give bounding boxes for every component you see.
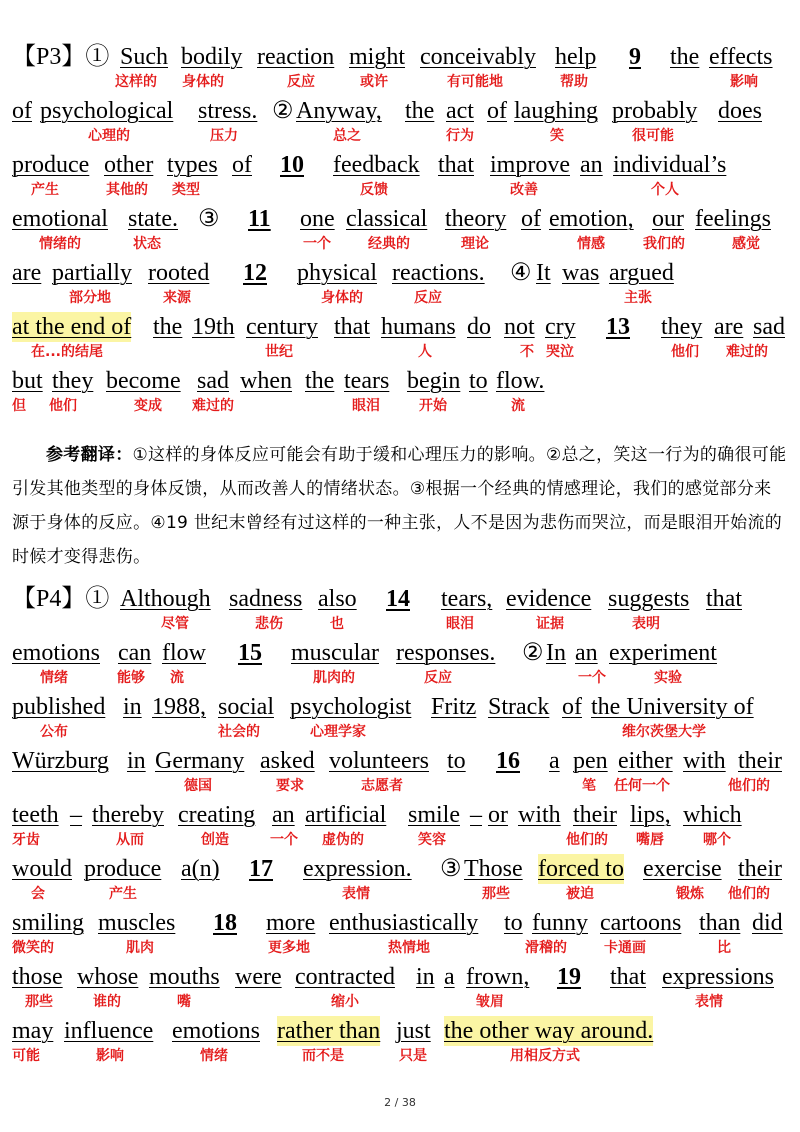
english-word: humans (381, 314, 456, 340)
chinese-gloss: 世纪 (265, 344, 293, 360)
english-word: In (546, 640, 566, 666)
chinese-gloss: 行为 (446, 128, 474, 144)
english-word: exercise (643, 856, 722, 882)
chinese-gloss: 眼泪 (352, 398, 380, 414)
p4-line (0, 638, 800, 692)
chinese-gloss: 变成 (134, 398, 162, 414)
english-word: muscular (291, 640, 379, 666)
chinese-gloss: 也 (330, 616, 344, 632)
chinese-gloss: 主张 (624, 290, 652, 306)
chinese-gloss: 证据 (536, 616, 564, 632)
english-word: the University of (591, 694, 754, 720)
english-word: muscles (98, 910, 176, 936)
english-word: they (661, 314, 703, 340)
translation-label: 参考翻译： (46, 445, 133, 465)
p4-line (0, 908, 800, 962)
english-word: influence (64, 1018, 154, 1044)
blank-number: 18 (213, 910, 237, 936)
english-word: or (488, 802, 508, 828)
chinese-gloss: 他们 (671, 344, 699, 360)
p4-line (0, 962, 800, 1016)
english-word: Anyway, (296, 98, 382, 124)
chinese-gloss: 志愿者 (361, 778, 403, 794)
english-word: tears, (441, 586, 493, 612)
chinese-gloss: 只是 (399, 1048, 427, 1064)
blank-number: 10 (280, 152, 304, 178)
chinese-gloss: 开始 (419, 398, 447, 414)
english-word: are (714, 314, 744, 340)
english-word: than (699, 910, 741, 936)
english-word: but (12, 368, 43, 394)
english-word: emotions (172, 1018, 260, 1044)
chinese-gloss: 但 (12, 398, 26, 414)
chinese-gloss: 反应 (414, 290, 442, 306)
chinese-gloss: 感觉 (732, 236, 760, 252)
chinese-gloss: 他们的 (728, 778, 770, 794)
p4-line (0, 746, 800, 800)
chinese-gloss: 反馈 (360, 182, 388, 198)
chinese-gloss: 身体的 (182, 74, 224, 90)
chinese-gloss: 身体的 (321, 290, 363, 306)
chinese-gloss: 帮助 (560, 74, 588, 90)
english-word: their (738, 748, 782, 774)
chinese-gloss: 难过的 (726, 344, 768, 360)
english-word: emotion, (549, 206, 634, 232)
english-word: thereby (92, 802, 164, 828)
chinese-gloss: 滑稽的 (525, 940, 567, 956)
english-word: that (438, 152, 474, 178)
english-word: feedback (333, 152, 420, 178)
english-word: smile (408, 802, 460, 828)
chinese-gloss: 比 (717, 940, 731, 956)
chinese-gloss: 维尔茨堡大学 (622, 724, 706, 740)
chinese-gloss: 嘴唇 (636, 832, 664, 848)
english-word: 1988, (152, 694, 206, 720)
chinese-gloss: 影响 (730, 74, 758, 90)
english-word: responses. (396, 640, 496, 666)
chinese-gloss: 理论 (461, 236, 489, 252)
p3-line (0, 258, 800, 312)
chinese-gloss: 皱眉 (476, 994, 504, 1010)
english-word: of (12, 98, 32, 124)
chinese-gloss: 缩小 (331, 994, 359, 1010)
english-word: produce (84, 856, 162, 882)
english-word: their (573, 802, 617, 828)
english-word: a (549, 748, 560, 774)
chinese-gloss: 部分地 (69, 290, 111, 306)
english-word: that (610, 964, 646, 990)
chinese-gloss: 德国 (184, 778, 212, 794)
chinese-gloss: 来源 (163, 290, 191, 306)
english-word: published (12, 694, 106, 720)
blank-number: 15 (238, 640, 262, 666)
chinese-gloss: 他们的 (566, 832, 608, 848)
english-word: Those (464, 856, 523, 882)
english-word: more (266, 910, 316, 936)
english-word: 19th (192, 314, 235, 340)
chinese-gloss: 他们的 (728, 886, 770, 902)
chinese-gloss: 或许 (360, 74, 388, 90)
chinese-gloss: 笔 (582, 778, 596, 794)
chinese-gloss: 谁的 (93, 994, 121, 1010)
english-word: reaction (257, 44, 335, 70)
english-word: classical (346, 206, 428, 232)
english-word: lips, (630, 802, 671, 828)
english-word: other (104, 152, 154, 178)
english-word: improve (490, 152, 570, 178)
english-word: Würzburg (12, 748, 109, 774)
english-word: a(n) (181, 856, 220, 882)
blank-number: 9 (629, 44, 641, 70)
english-word: an (575, 640, 598, 666)
english-word: a (444, 964, 455, 990)
english-word: funny (532, 910, 588, 936)
chinese-gloss: 公布 (40, 724, 68, 740)
chinese-gloss: 嘴 (177, 994, 191, 1010)
english-word: ④ (510, 260, 532, 286)
chinese-gloss: 一个 (578, 670, 606, 686)
english-word: that (706, 586, 742, 612)
english-word: flow. (496, 368, 545, 394)
chinese-gloss: 经典的 (368, 236, 410, 252)
chinese-gloss: 情绪 (40, 670, 68, 686)
chinese-gloss: 实验 (654, 670, 682, 686)
chinese-gloss: 人 (418, 344, 432, 360)
english-word: just (396, 1018, 431, 1044)
chinese-gloss: 总之 (333, 128, 361, 144)
english-word: feelings (695, 206, 771, 232)
english-word: cry (545, 314, 576, 340)
chinese-gloss: 有可能地 (447, 74, 503, 90)
chinese-gloss: 悲伤 (255, 616, 283, 632)
blank-number: 13 (606, 314, 630, 340)
english-word: produce (12, 152, 90, 178)
chinese-gloss: 可能 (12, 1048, 40, 1064)
chinese-gloss: 而不是 (302, 1048, 344, 1064)
english-word: with (683, 748, 726, 774)
english-word: do (467, 314, 491, 340)
chinese-gloss: 哪个 (703, 832, 731, 848)
english-word: emotional (12, 206, 108, 232)
english-word: our (652, 206, 684, 232)
english-word: reactions. (392, 260, 485, 286)
english-word: mouths (149, 964, 220, 990)
english-word: asked (260, 748, 315, 774)
english-word: to (469, 368, 488, 394)
chinese-gloss: 那些 (482, 886, 510, 902)
chinese-gloss: 反应 (424, 670, 452, 686)
english-word: flow (162, 640, 206, 666)
english-word: the (405, 98, 435, 124)
english-word: volunteers (329, 748, 429, 774)
english-word: rooted (148, 260, 210, 286)
english-word: was (562, 260, 600, 286)
p4-line (0, 854, 800, 908)
english-word: evidence (506, 586, 592, 612)
english-word: effects (709, 44, 773, 70)
chinese-gloss: 热情地 (388, 940, 430, 956)
english-word: ③ (440, 856, 462, 882)
english-word: 【P4】① (12, 586, 110, 612)
p3-line (0, 42, 800, 96)
english-word: they (52, 368, 94, 394)
english-word: ② (272, 98, 294, 124)
blank-number: 19 (557, 964, 581, 990)
english-word: begin (407, 368, 461, 394)
english-word: in (127, 748, 146, 774)
chinese-gloss: 产生 (109, 886, 137, 902)
chinese-gloss: 情绪的 (39, 236, 81, 252)
english-word: either (618, 748, 673, 774)
english-word: the (153, 314, 183, 340)
chinese-gloss: 反应 (287, 74, 315, 90)
chinese-gloss: 笑 (550, 128, 564, 144)
chinese-gloss: 哭泣 (546, 344, 574, 360)
chinese-gloss: 尽管 (161, 616, 189, 632)
chinese-gloss: 其他的 (106, 182, 148, 198)
blank-number: 16 (496, 748, 520, 774)
english-word: ② (522, 640, 544, 666)
english-word: of (487, 98, 507, 124)
chinese-gloss: 社会的 (218, 724, 260, 740)
english-word: that (334, 314, 370, 340)
chinese-gloss: 类型 (172, 182, 200, 198)
chinese-gloss: 从而 (116, 832, 144, 848)
english-word: the (670, 44, 700, 70)
chinese-gloss: 很可能 (632, 128, 674, 144)
english-word: probably (612, 98, 698, 124)
english-word: Fritz (431, 694, 477, 720)
english-word: to (504, 910, 523, 936)
english-word: psychologist (290, 694, 412, 720)
english-word: of (232, 152, 252, 178)
english-word: pen (573, 748, 608, 774)
english-word: contracted (295, 964, 395, 990)
english-word: artificial (305, 802, 387, 828)
p3-line (0, 366, 800, 420)
chinese-gloss: 状态 (133, 236, 161, 252)
chinese-gloss: 心理学家 (310, 724, 366, 740)
chinese-gloss: 产生 (31, 182, 59, 198)
english-word: creating (178, 802, 256, 828)
english-word: those (12, 964, 63, 990)
chinese-gloss: 肌肉的 (313, 670, 355, 686)
english-word: psychological (40, 98, 174, 124)
english-word: does (718, 98, 762, 124)
english-word: cartoons (600, 910, 682, 936)
chinese-gloss: 影响 (96, 1048, 124, 1064)
english-word: argued (609, 260, 674, 286)
blank-number: 17 (249, 856, 273, 882)
page-number: 2 / 38 (384, 1096, 416, 1109)
english-word: stress. (198, 98, 258, 124)
english-word: with (518, 802, 561, 828)
english-word: individual’s (613, 152, 727, 178)
chinese-gloss: 用相反方式 (510, 1048, 580, 1064)
english-word: sadness (229, 586, 303, 612)
chinese-gloss: 要求 (276, 778, 304, 794)
english-word: smiling (12, 910, 85, 936)
english-word: the (305, 368, 335, 394)
p4-line (0, 1016, 800, 1070)
english-word: theory (445, 206, 507, 232)
chinese-gloss: 创造 (201, 832, 229, 848)
english-word: rather than (277, 1018, 381, 1044)
chinese-gloss: 卡通画 (604, 940, 646, 956)
english-word: an (580, 152, 603, 178)
english-word: become (106, 368, 181, 394)
chinese-gloss: 这样的 (115, 74, 157, 90)
p3-line (0, 312, 800, 366)
english-word: tears (344, 368, 390, 394)
english-word: Strack (488, 694, 550, 720)
english-word: the other way around. (444, 1018, 654, 1044)
p3-line (0, 204, 800, 258)
english-word: whose (77, 964, 139, 990)
chinese-gloss: 流 (170, 670, 184, 686)
chinese-gloss: 一个 (270, 832, 298, 848)
english-word: frown, (466, 964, 530, 990)
chinese-gloss: 难过的 (192, 398, 234, 414)
english-word: conceivably (420, 44, 536, 70)
english-word: 【P3】① (12, 44, 110, 70)
chinese-gloss: 改善 (510, 182, 538, 198)
p4-line (0, 584, 800, 638)
english-word: help (555, 44, 597, 70)
translation-text: ①这样的身体反应可能会有助于缓和心理压力的影响。②总之，笑这一行为的确很可能引发其他类型的身体反馈，从而改善人的情绪状态。③根据一个经典的情感理论，我们的感觉部分来源于身体的反应。④19 世纪末曾经有过这样的一种主张，人不是因为悲伤而哭泣，而是眼泪开始流的时候才变得悲伤。 (12, 445, 787, 567)
blank-number: 12 (243, 260, 267, 286)
chinese-gloss: 压力 (210, 128, 238, 144)
english-word: physical (297, 260, 377, 286)
chinese-gloss: 情绪 (200, 1048, 228, 1064)
chinese-gloss: 个人 (651, 182, 679, 198)
chinese-gloss: 微笑的 (12, 940, 54, 956)
p4-line (0, 692, 800, 746)
chinese-gloss: 肌肉 (126, 940, 154, 956)
chinese-gloss: 锻炼 (676, 886, 704, 902)
english-word: one (300, 206, 335, 232)
english-word: not (504, 314, 535, 340)
english-word: which (683, 802, 742, 828)
blank-number: 14 (386, 586, 410, 612)
chinese-gloss: 会 (31, 886, 45, 902)
chinese-gloss: 不 (520, 344, 534, 360)
blank-number: 11 (248, 206, 271, 232)
english-word: in (123, 694, 142, 720)
english-word: of (521, 206, 541, 232)
english-word: in (416, 964, 435, 990)
chinese-gloss: 在...的结尾 (31, 344, 103, 360)
english-word: of (562, 694, 582, 720)
chinese-gloss: 他们 (49, 398, 77, 414)
english-word: might (349, 44, 406, 70)
english-word: were (235, 964, 282, 990)
translation-p3 (12, 438, 788, 574)
english-word: social (218, 694, 274, 720)
english-word: forced to (538, 856, 624, 882)
chinese-gloss: 眼泪 (446, 616, 474, 632)
english-word: suggests (608, 586, 690, 612)
english-word: It (536, 260, 551, 286)
english-word: partially (52, 260, 132, 286)
english-word: century (246, 314, 318, 340)
p3-line (0, 96, 800, 150)
english-word: expressions (662, 964, 774, 990)
chinese-gloss: 笑容 (418, 832, 446, 848)
chinese-gloss: 被迫 (566, 886, 594, 902)
english-word: sad (753, 314, 785, 340)
chinese-gloss: 表情 (695, 994, 723, 1010)
chinese-gloss: 更多地 (268, 940, 310, 956)
english-word: Such (120, 44, 168, 70)
chinese-gloss: 那些 (25, 994, 53, 1010)
english-word: types (167, 152, 218, 178)
english-word: an (272, 802, 295, 828)
p4-line (0, 800, 800, 854)
english-word: to (447, 748, 466, 774)
english-word: bodily (181, 44, 243, 70)
chinese-gloss: 心理的 (88, 128, 130, 144)
english-word: teeth (12, 802, 59, 828)
english-word: enthusiastically (329, 910, 479, 936)
chinese-gloss: 任何一个 (614, 778, 670, 794)
english-word: Although (120, 586, 211, 612)
p3-line (0, 150, 800, 204)
english-word: are (12, 260, 42, 286)
english-word: would (12, 856, 72, 882)
chinese-gloss: 虚伪的 (322, 832, 364, 848)
english-word: can (118, 640, 152, 666)
english-word: at the end of (12, 314, 132, 340)
english-word: sad (197, 368, 229, 394)
english-word: expression. (303, 856, 412, 882)
english-word: laughing (514, 98, 598, 124)
english-word: emotions (12, 640, 100, 666)
chinese-gloss: 表明 (632, 616, 660, 632)
english-word: – (470, 802, 482, 828)
english-word: experiment (609, 640, 717, 666)
chinese-gloss: 能够 (117, 670, 145, 686)
chinese-gloss: 流 (511, 398, 525, 414)
chinese-gloss: 我们的 (643, 236, 685, 252)
chinese-gloss: 情感 (577, 236, 605, 252)
chinese-gloss: 一个 (303, 236, 331, 252)
english-word: also (318, 586, 357, 612)
chinese-gloss: 表情 (342, 886, 370, 902)
english-word: when (240, 368, 292, 394)
english-word: act (446, 98, 474, 124)
english-word: Germany (155, 748, 245, 774)
english-word: may (12, 1018, 54, 1044)
english-word: their (738, 856, 782, 882)
english-word: – (70, 802, 82, 828)
english-word: did (752, 910, 783, 936)
chinese-gloss: 牙齿 (12, 832, 40, 848)
english-word: ③ (198, 206, 220, 232)
english-word: state. (128, 206, 178, 232)
